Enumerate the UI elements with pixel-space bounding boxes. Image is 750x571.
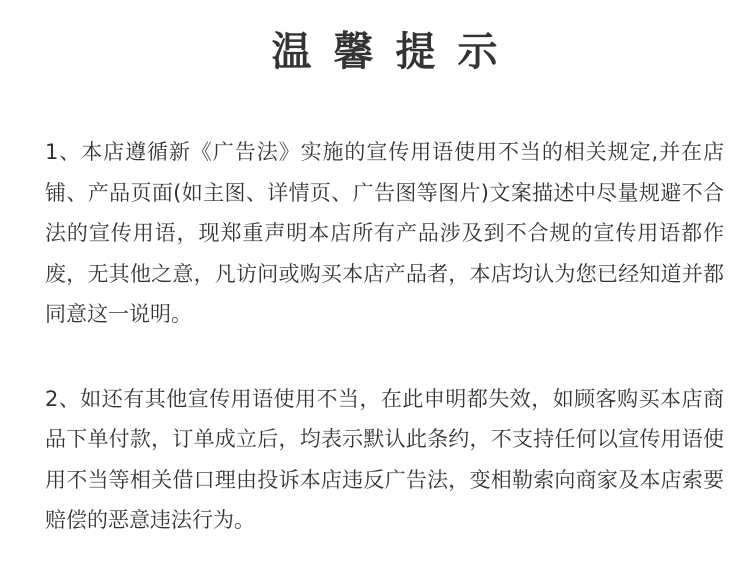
- notice-title: 温馨提示: [271, 29, 520, 75]
- notice-paragraph-1: 1、本店遵循新《广告法》实施的宣传用语使用不当的相关规定,并在店铺、产品页面(如主图、详情页、广告图等图片)文案描述中尽量规避不合法的宣传用语，现郑重声明本店所有产品涉及到不合规的宣传用语都作废，无其他之意，凡访问或购买本店产品者，本店均认为您已经知道并都同意这一说明。: [45, 140, 724, 326]
- notice-paragraph-2: 2、如还有其他宣传用语使用不当，在此申明都失效，如顾客购买本店商品下单付款，订单成立后，均表示默认此条约，不支持任何以宣传用语使用不当等相关借口理由投诉本店违反广告法，变相勒索向商家及本店索要赔偿的恶意违法行为。: [45, 386, 724, 532]
